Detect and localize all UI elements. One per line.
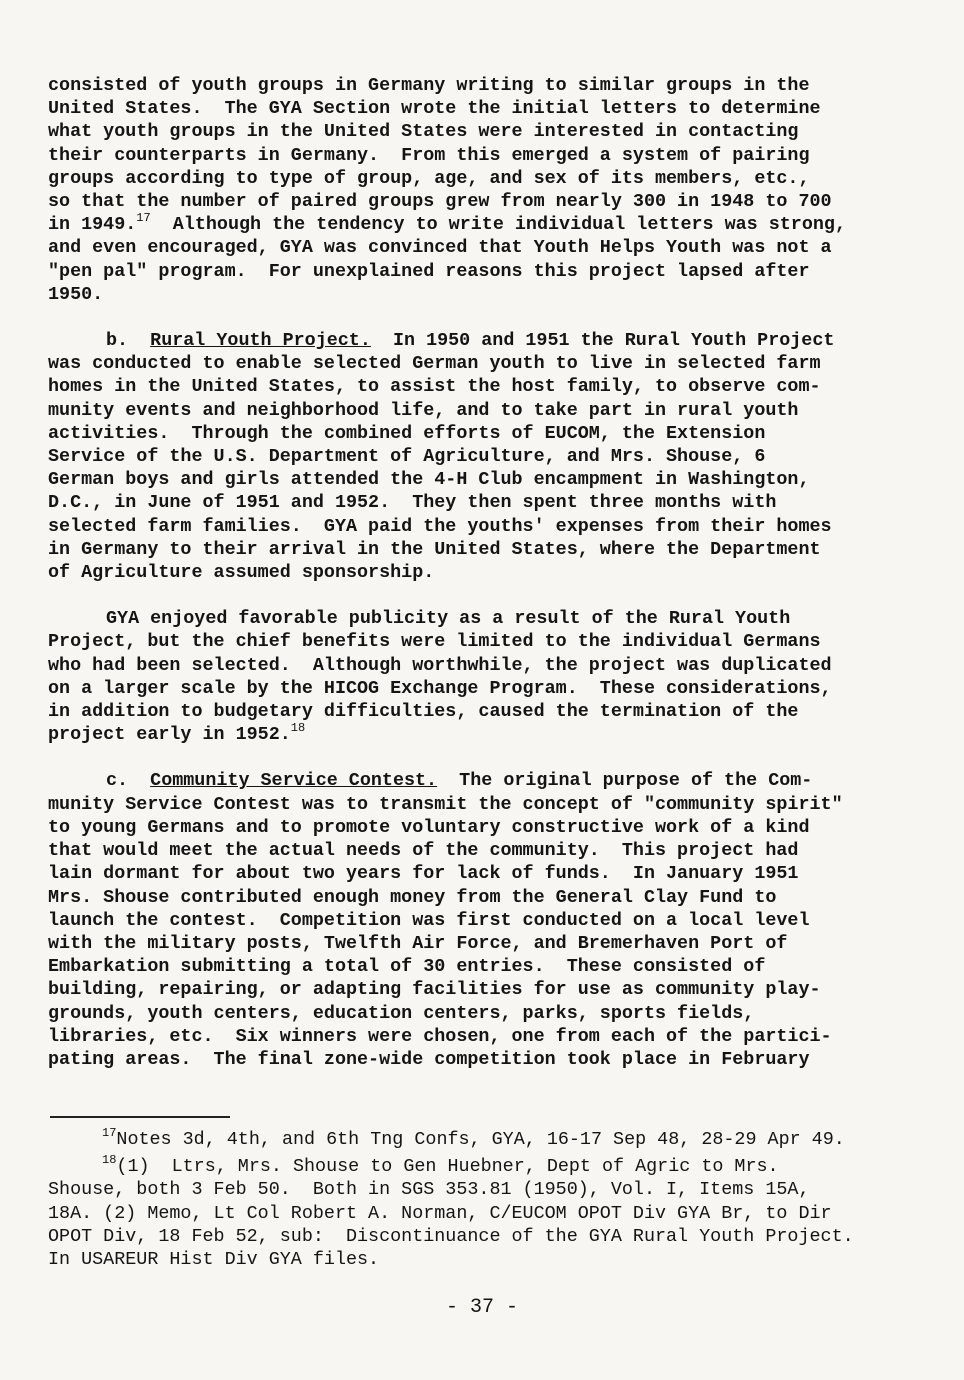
line: that would meet the actual needs of the community. This project had [48,840,799,862]
line: in Germany to their arrival in the United States, where the Department [48,538,821,560]
line: groups according to type of group, age, and sex of its members, etc., [48,167,810,189]
line: and even encouraged, GYA was convinced that Youth Helps Youth was not a [48,237,832,259]
line: activities. Through the combined efforts of EUCOM, the Extension [48,422,766,444]
footnote-text: Notes 3d, 4th, and 6th Tng Confs, GYA, 16-17 Sep 48, 28-29 Apr 49. [116,1129,845,1150]
line: in 1949. [48,214,137,236]
line: their counterparts in Germany. From this emerged a system of pairing [48,144,810,166]
page-number: - 37 - [445,1296,518,1319]
paragraph-community-service-contest [48,769,928,1071]
line: building, repairing, or adapting facilities for use as community play- [48,979,821,1001]
footnotes [48,1128,928,1275]
footnote-line: OPOT Div, 18 Feb 52, sub: Discontinuance of the GYA Rural Youth Project. [48,1225,854,1247]
line: United States. The GYA Section wrote the initial letters to determine [48,98,821,120]
line: Although the tendency to write individual letters was strong, [150,214,846,236]
body-text [48,74,928,1094]
line: homes in the United States, to assist the host family, to observe com- [48,376,821,398]
footnote-line: 18A. (2) Memo, Lt Col Robert A. Norman, C/EUCOM OPOT Div GYA Br, to Dir [48,1202,832,1224]
line: consisted of youth groups in Germany writing to similar groups in the [48,75,810,96]
line: "pen pal" program. For unexplained reasons this project lapsed after [48,260,810,282]
paragraph-rural-youth-project [48,329,928,584]
line: libraries, etc. Six winners were chosen, one from each of the partici- [48,1025,832,1047]
line: Service of the U.S. Department of Agriculture, and Mrs. Shouse, 6 [48,446,766,468]
line: of Agriculture assumed sponsorship. [48,562,435,584]
line: munity events and neighborhood life, and to take part in rural youth [48,399,799,421]
footnote-number: 17 [102,1126,117,1140]
line: launch the contest. Competition was first conducted on a local level [48,909,810,931]
footnote-17 [48,1128,928,1151]
paragraph-youth-helps-youth [48,74,928,306]
footnote-line: In USAREUR Hist Div GYA files. [48,1249,380,1271]
line: grounds, youth centers, education centers, parks, sports fields, [48,1002,755,1024]
line: lain dormant for about two years for lack of funds. In January 1951 [48,863,799,885]
footnote-ref-17: 17 [136,211,151,226]
footnote-divider [50,1116,230,1118]
line: munity Service Contest was to transmit the concept of "community spirit" [48,793,843,815]
line: pating areas. The final zone-wide competition took place in February [48,1048,810,1070]
paragraph-publicity [48,607,928,746]
line: Mrs. Shouse contributed enough money from the General Clay Fund to [48,886,777,908]
footnote-number: 18 [102,1153,117,1168]
line: D.C., in June of 1951 and 1952. They then spent three months with [48,492,777,514]
line: German boys and girls attended the 4-H Club encampment in Washington, [48,469,810,491]
section-label: c. [106,770,129,792]
line: what youth groups in the United States were interested in contacting [48,121,799,143]
line: GYA enjoyed favorable publicity as a result of the Rural Youth [106,608,791,630]
line: Project, but the chief benefits were limited to the individual Germans [48,631,821,653]
footnote-line: Shouse, both 3 Feb 50. Both in SGS 353.81 (1950), Vol. I, Items 15A, [48,1179,810,1201]
footnote-ref-18: 18 [290,721,306,736]
line: was conducted to enable selected German youth to live in selected farm [48,353,821,375]
footnote-text: (1) Ltrs, Mrs. Shouse to Gen Huebner, Dept of Agric to Mrs. [116,1156,779,1178]
line: selected farm families. GYA paid the youths' expenses from their homes [48,515,832,537]
line: so that the number of paired groups grew from nearly 300 in 1948 to 700 [48,191,832,213]
section-heading: Community Service Contest. [150,770,438,792]
line: The original purpose of the Com- [437,770,813,792]
line: to young Germans and to promote voluntary constructive work of a kind [48,816,810,838]
line: 1950. [48,283,104,305]
footnote-18 [48,1155,928,1271]
line: with the military posts, Twelfth Air Force, and Bremerhaven Port of [48,932,788,954]
line: project early in 1952. [48,724,291,746]
line: who had been selected. Although worthwhile, the project was duplicated [48,654,832,676]
line: Embarkation submitting a total of 30 entries. These consisted of [48,956,766,978]
line: on a larger scale by the HICOG Exchange Program. These considerations, [48,677,832,699]
line: in addition to budgetary difficulties, caused the termination of the [48,701,799,723]
section-label: b. [106,330,129,352]
section-heading: Rural Youth Project. [150,330,371,352]
line: In 1950 and 1951 the Rural Youth Project [370,330,835,352]
